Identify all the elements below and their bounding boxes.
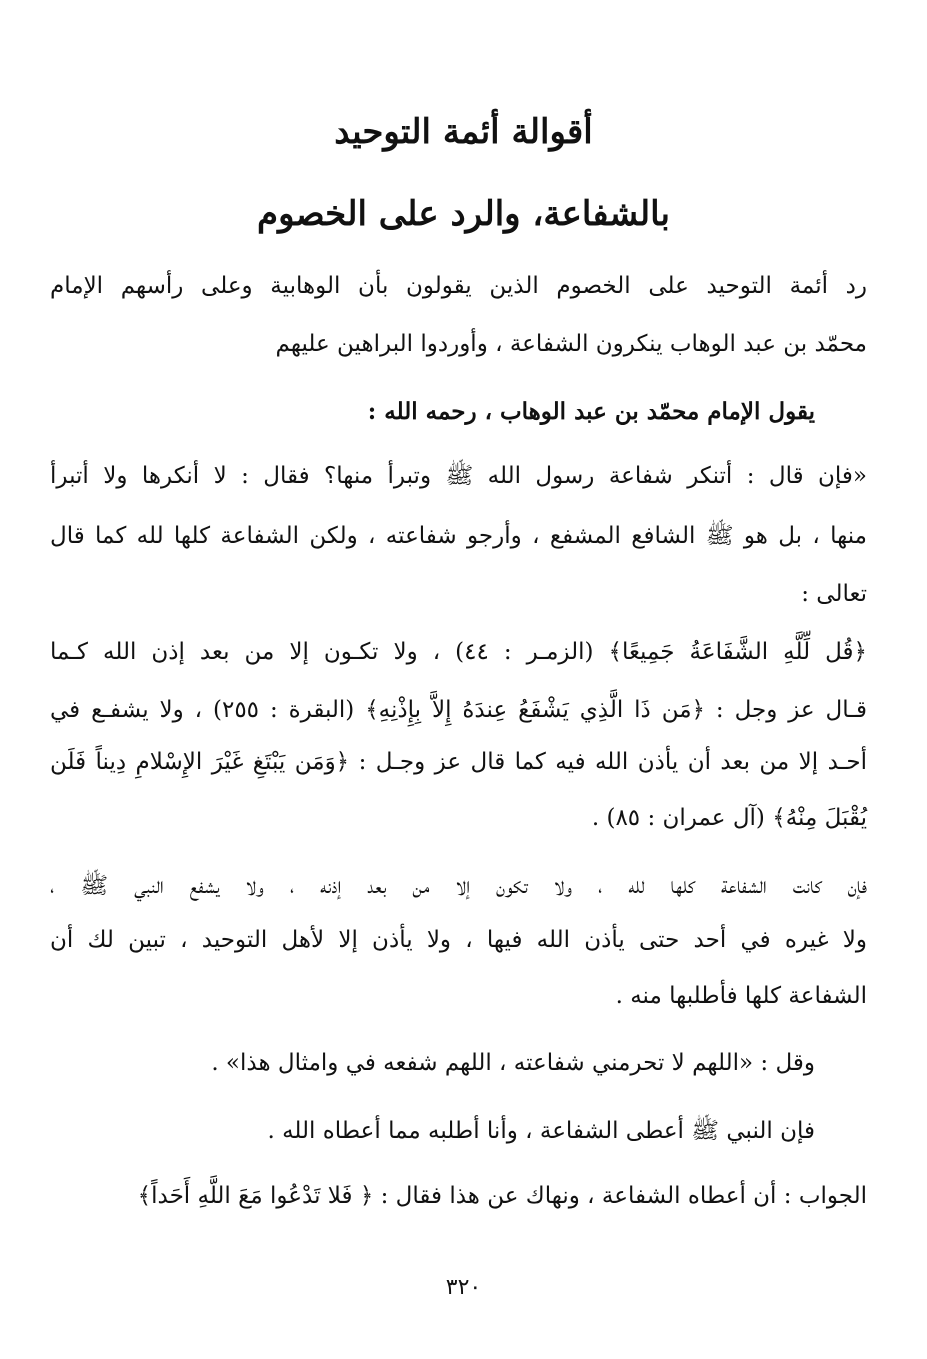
paragraph6-answer: الجواب : أن أعطاه الشفاعة ، ونهاك عن هذا فقال : ﴿ فَلا تَدْعُوا مَعَ اللَّهِ أَحَداً﴾ — [137, 1183, 867, 1209]
author-attribution: يقول الإمام محمّد بن عبد الوهاب ، رحمه الله : — [367, 398, 815, 425]
paragraph3-line1: فإن كانت الشفاعة كلها لله ، ولا تكون إلا من بعد إذنه ، ولا يشفع النبي ﷺ ، — [50, 873, 867, 899]
paragraph2-line4: يُقْبَلَ مِنْهُ﴾ (آل عمران : ٨٥) . — [591, 805, 867, 831]
paragraph2-line1: ﴿قُل لِّلَّهِ الشَّفَاعَةُ جَمِيعًا﴾ (الزمـر : ٤٤) ، ولا تكـون إلا من بعد إذن الله كـما — [50, 639, 867, 665]
paragraph3-line3: الشفاعة كلها فأطلبها منه . — [615, 983, 867, 1009]
paragraph2-line2: قـال عز وجل : ﴿مَن ذَا الَّذِي يَشْفَعُ عِندَهُ إِلاَّ بِإِذْنِهِ﴾ (البقرة : ٢٥٥) ، ولا يشفـع في — [50, 697, 867, 723]
paragraph1-line3: تعالى : — [801, 581, 867, 607]
intro-line2: محمّد بن عبد الوهاب ينكرون الشفاعة ، وأوردوا البراهين عليهم — [275, 331, 867, 357]
paragraph4-supplication: وقل : «اللهم لا تحرمني شفاعته ، اللهم شفعه في وامثال هذا» . — [211, 1050, 815, 1076]
paragraph1-line2: منها ، بل هو ﷺ الشافع المشفع ، وأرجو شفاعته ، ولكن الشفاعة كلها لله كما قال — [50, 523, 867, 549]
chapter-title-line2: بالشفاعة، والرد على الخصوم — [257, 194, 670, 234]
paragraph5: فإن النبي ﷺ أعطى الشفاعة ، وأنا أطلبه مما أعطاه الله . — [267, 1118, 815, 1144]
paragraph1-line1: «فإن قال : أتنكر شفاعة رسول الله ﷺ وتبرأ منها؟ فقال : لا أنكرها ولا أتبرأ — [50, 463, 867, 489]
page-number: ٣٢٠ — [445, 1275, 482, 1300]
intro-line1: رد أئمة التوحيد على الخصوم الذين يقولون بأن الوهابية وعلى رأسهم الإمام — [50, 273, 868, 299]
chapter-title-line1: أقوالة أئمة التوحيد — [334, 112, 593, 152]
paragraph3-line2: ولا غيره في أحد حتى يأذن الله فيها ، ولا يأذن إلا لأهل التوحيد ، تبين لك أن — [50, 927, 867, 953]
paragraph2-line3: أحـد إلا من بعد أن يأذن الله فيه كما قال عز وجـل : ﴿وَمَن يَبْتَغِ غَيْرَ الإِسْلامِ دِيناً فَلَن — [50, 749, 867, 775]
